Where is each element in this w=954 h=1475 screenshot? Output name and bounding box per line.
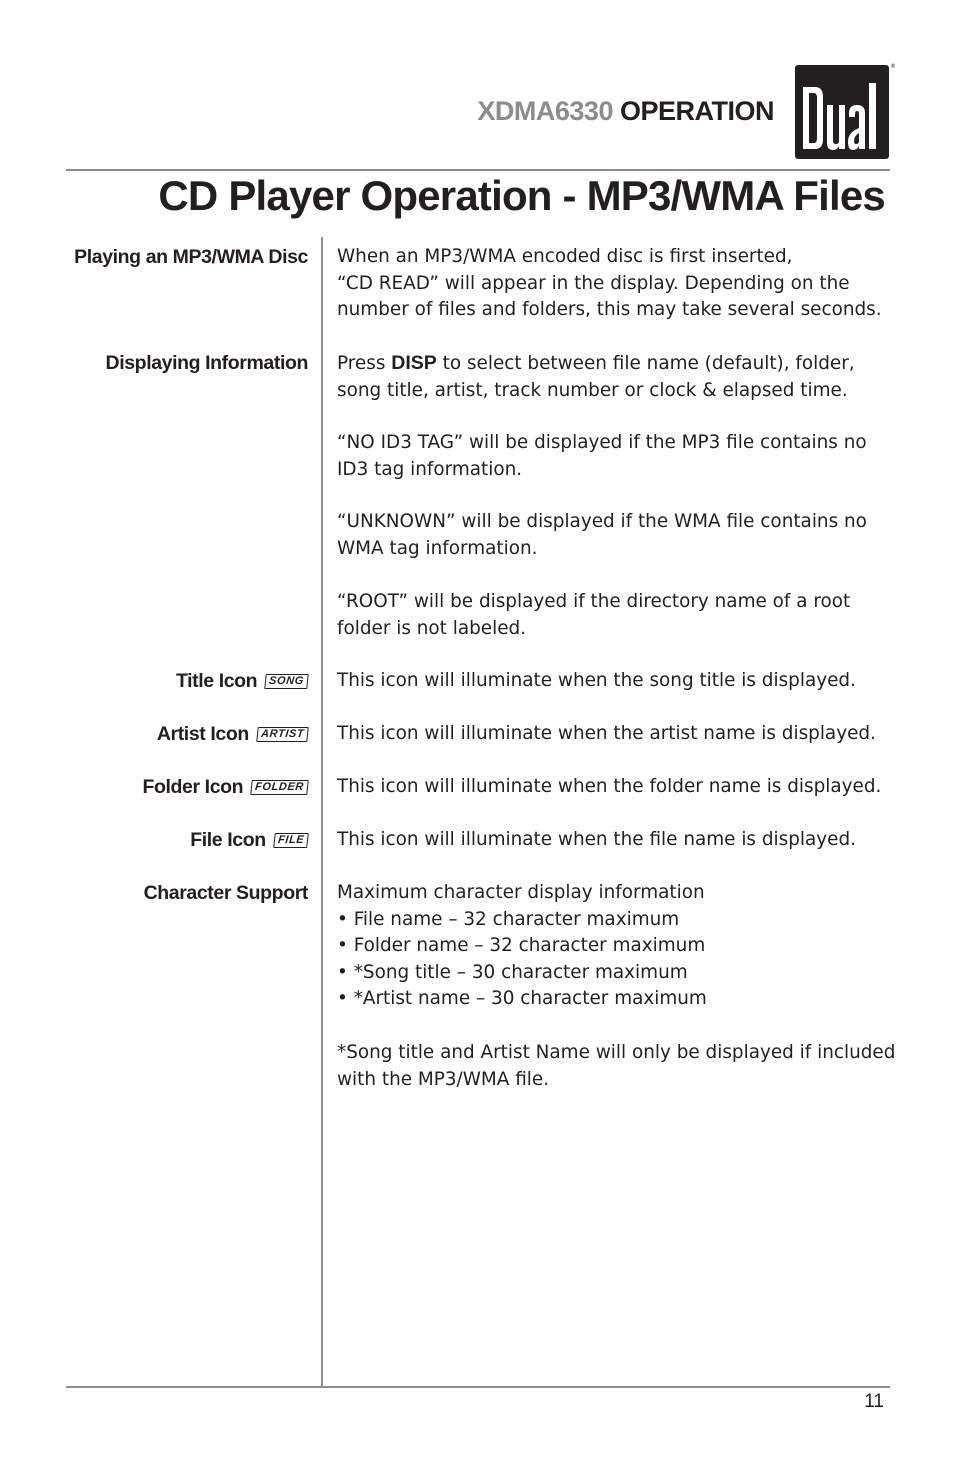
- label-artist-icon-text: Artist Icon: [156, 723, 249, 745]
- label-displaying: [106, 350, 308, 376]
- para-displaying: [337, 350, 897, 404]
- header-model-title: [477, 96, 774, 127]
- para-line: “NO ID3 TAG” will be displayed if the MP3 file contains no: [337, 432, 867, 453]
- page-number: 11: [864, 1391, 884, 1412]
- label-title-icon: [176, 668, 308, 694]
- para-line: with the MP3/WMA file.: [337, 1068, 550, 1090]
- para-line: WMA tag information.: [337, 537, 538, 559]
- para-playing: [337, 244, 897, 324]
- file-icon: FILE: [273, 833, 309, 848]
- page-title: CD Player Operation - MP3/WMA Files: [158, 172, 885, 219]
- para-title-icon: [337, 668, 897, 695]
- para-line: When an MP3/WMA encoded disc is first inserted,: [337, 246, 793, 267]
- para-root: [337, 589, 897, 642]
- para-line: *Song title and Artist Name will only be displayed if included: [337, 1042, 896, 1063]
- list-item: • *Song title – 30 character maximum: [337, 961, 688, 983]
- label-artist-icon: [157, 721, 308, 747]
- label-character-support-text: Character Support: [143, 882, 308, 904]
- disp-button-name: DISP: [391, 352, 437, 374]
- para-line: Maximum character display information: [337, 882, 705, 903]
- model-number: XDMA6330: [477, 96, 613, 126]
- para-line: song title, artist, track number or clock & elapsed time.: [337, 379, 848, 401]
- dual-logo: [795, 65, 889, 159]
- para-no-id3: [337, 430, 897, 483]
- label-file-icon-text: File Icon: [190, 829, 266, 851]
- para-line: ID3 tag information.: [337, 458, 523, 480]
- para-line: [337, 350, 897, 378]
- label-displaying-text: Displaying Information: [105, 352, 308, 374]
- bottom-divider: [66, 1386, 890, 1388]
- operation-label: OPERATION: [619, 96, 774, 126]
- para-line: “CD READ” will appear in the display. Depending on the: [337, 272, 850, 294]
- list-item: • *Artist name – 30 character maximum: [337, 988, 707, 1010]
- para-artist-icon: [337, 721, 897, 748]
- para-unknown: [337, 509, 897, 562]
- label-character-support: [144, 880, 308, 906]
- list-item: • Folder name – 32 character maximum: [337, 935, 706, 957]
- artist-icon: ARTIST: [256, 727, 309, 742]
- para-line: This icon will illuminate when the folder name is displayed.: [337, 776, 882, 797]
- registered-mark: ®: [890, 63, 896, 70]
- top-divider: [66, 169, 890, 171]
- para-line: This icon will illuminate when the file name is displayed.: [337, 829, 856, 850]
- para-line: “ROOT” will be displayed if the directory name of a root: [337, 591, 851, 612]
- label-folder-icon-text: Folder Icon: [142, 776, 244, 798]
- press-word: Press: [337, 353, 386, 374]
- folder-icon: FOLDER: [250, 780, 308, 795]
- dual-logo-mark: [795, 65, 889, 159]
- column-divider: [321, 237, 323, 1387]
- label-playing: [74, 244, 308, 270]
- para-line: number of files and folders, this may take several seconds.: [337, 299, 882, 321]
- list-item: • File name – 32 character maximum: [337, 908, 680, 930]
- para-line: This icon will illuminate when the song title is displayed.: [337, 670, 856, 691]
- label-title-icon-text: Title Icon: [175, 670, 258, 692]
- para-line: This icon will illuminate when the artist name is displayed.: [337, 723, 876, 744]
- para-character-support: [337, 880, 897, 1013]
- label-playing-text: Playing an MP3/WMA Disc: [74, 246, 308, 268]
- para-line: “UNKNOWN” will be displayed if the WMA file contains no: [337, 511, 867, 532]
- label-file-icon: [190, 827, 308, 853]
- song-icon: SONG: [264, 674, 308, 689]
- para-line: folder is not labeled.: [337, 617, 527, 639]
- para-line-rest: to select between file name (default), folder,: [442, 353, 855, 374]
- label-folder-icon: [142, 774, 308, 800]
- para-note: [337, 1040, 897, 1093]
- para-folder-icon: [337, 774, 897, 801]
- para-file-icon: [337, 827, 897, 854]
